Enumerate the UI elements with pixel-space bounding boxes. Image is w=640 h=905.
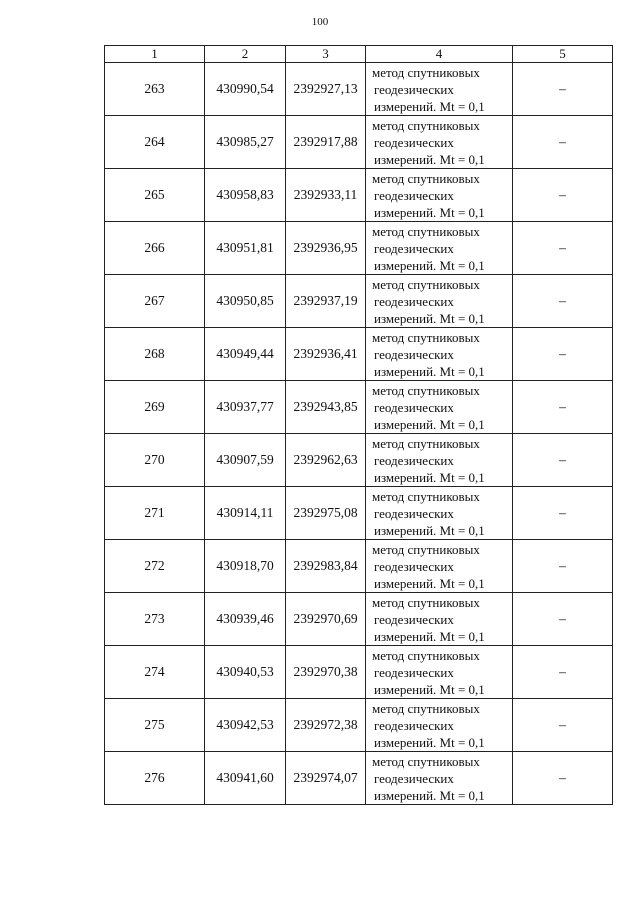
table-row bbox=[105, 63, 613, 116]
method-line-2: геодезических bbox=[374, 558, 454, 574]
method-cell bbox=[366, 540, 513, 593]
x-coordinate-cell: 430951,81 bbox=[205, 222, 286, 275]
method-line-3: измерений. Mt = 0,1 bbox=[374, 522, 485, 538]
y-coordinate-cell: 2392936,41 bbox=[286, 328, 366, 381]
y-coordinate-cell: 2392974,07 bbox=[286, 752, 366, 805]
table-row bbox=[105, 275, 613, 328]
header-col-5: 5 bbox=[513, 46, 613, 63]
page-number: 100 bbox=[311, 16, 329, 28]
x-coordinate-cell: 430942,53 bbox=[205, 699, 286, 752]
method-line-3: измерений. Mt = 0,1 bbox=[374, 204, 485, 220]
table-row bbox=[105, 222, 613, 275]
y-coordinate-cell: 2392983,84 bbox=[286, 540, 366, 593]
method-line-3: измерений. Mt = 0,1 bbox=[374, 787, 485, 803]
header-col-4: 4 bbox=[366, 46, 513, 63]
x-coordinate-cell: 430939,46 bbox=[205, 593, 286, 646]
table-header bbox=[105, 46, 613, 63]
table-row bbox=[105, 381, 613, 434]
method-line-3: измерений. Mt = 0,1 bbox=[374, 681, 485, 697]
header-col-2: 2 bbox=[205, 46, 286, 63]
method-cell bbox=[366, 328, 513, 381]
x-coordinate-cell: 430949,44 bbox=[205, 328, 286, 381]
x-coordinate-cell: 430990,54 bbox=[205, 63, 286, 116]
method-line-3: измерений. Mt = 0,1 bbox=[374, 575, 485, 591]
column-5-cell: – bbox=[513, 646, 613, 699]
x-coordinate-cell: 430918,70 bbox=[205, 540, 286, 593]
column-5-cell: – bbox=[513, 63, 613, 116]
method-line-2: геодезических bbox=[374, 399, 454, 415]
table-row bbox=[105, 487, 613, 540]
method-line-3: измерений. Mt = 0,1 bbox=[374, 151, 485, 167]
method-line-2: геодезических bbox=[374, 134, 454, 150]
table-row bbox=[105, 699, 613, 752]
method-cell bbox=[366, 752, 513, 805]
method-line-1: метод спутниковых bbox=[372, 435, 480, 451]
method-line-1: метод спутниковых bbox=[372, 329, 480, 345]
x-coordinate-cell: 430914,11 bbox=[205, 487, 286, 540]
column-5-cell: – bbox=[513, 169, 613, 222]
column-5-cell: – bbox=[513, 487, 613, 540]
header-row bbox=[105, 46, 613, 63]
column-5-cell: – bbox=[513, 116, 613, 169]
y-coordinate-cell: 2392943,85 bbox=[286, 381, 366, 434]
y-coordinate-cell: 2392970,38 bbox=[286, 646, 366, 699]
method-line-1: метод спутниковых bbox=[372, 647, 480, 663]
column-5-cell: – bbox=[513, 328, 613, 381]
point-number-cell: 273 bbox=[105, 593, 205, 646]
method-cell bbox=[366, 222, 513, 275]
method-line-2: геодезических bbox=[374, 346, 454, 362]
header-col-1: 1 bbox=[105, 46, 205, 63]
table-row bbox=[105, 116, 613, 169]
x-coordinate-cell: 430985,27 bbox=[205, 116, 286, 169]
point-number-cell: 266 bbox=[105, 222, 205, 275]
method-line-3: измерений. Mt = 0,1 bbox=[374, 469, 485, 485]
point-number-cell: 274 bbox=[105, 646, 205, 699]
method-cell bbox=[366, 646, 513, 699]
method-line-1: метод спутниковых bbox=[372, 700, 480, 716]
table-body bbox=[105, 63, 613, 805]
method-line-2: геодезических bbox=[374, 611, 454, 627]
method-line-2: геодезических bbox=[374, 452, 454, 468]
method-cell bbox=[366, 381, 513, 434]
table-row bbox=[105, 593, 613, 646]
point-number-cell: 270 bbox=[105, 434, 205, 487]
column-5-cell: – bbox=[513, 434, 613, 487]
method-line-2: геодезических bbox=[374, 187, 454, 203]
y-coordinate-cell: 2392975,08 bbox=[286, 487, 366, 540]
point-number-cell: 268 bbox=[105, 328, 205, 381]
point-number-cell: 275 bbox=[105, 699, 205, 752]
table-row bbox=[105, 646, 613, 699]
point-number-cell: 269 bbox=[105, 381, 205, 434]
method-line-2: геодезических bbox=[374, 770, 454, 786]
method-cell bbox=[366, 487, 513, 540]
method-line-2: геодезических bbox=[374, 81, 454, 97]
method-line-1: метод спутниковых bbox=[372, 223, 480, 239]
point-number-cell: 267 bbox=[105, 275, 205, 328]
point-number-cell: 271 bbox=[105, 487, 205, 540]
method-line-2: геодезических bbox=[374, 505, 454, 521]
method-line-1: метод спутниковых bbox=[372, 382, 480, 398]
table-row bbox=[105, 169, 613, 222]
column-5-cell: – bbox=[513, 275, 613, 328]
y-coordinate-cell: 2392972,38 bbox=[286, 699, 366, 752]
y-coordinate-cell: 2392970,69 bbox=[286, 593, 366, 646]
method-line-2: геодезических bbox=[374, 240, 454, 256]
y-coordinate-cell: 2392917,88 bbox=[286, 116, 366, 169]
y-coordinate-cell: 2392933,11 bbox=[286, 169, 366, 222]
method-cell bbox=[366, 699, 513, 752]
x-coordinate-cell: 430937,77 bbox=[205, 381, 286, 434]
method-line-2: геодезических bbox=[374, 664, 454, 680]
table-row bbox=[105, 752, 613, 805]
method-line-1: метод спутниковых bbox=[372, 276, 480, 292]
method-line-3: измерений. Mt = 0,1 bbox=[374, 416, 485, 432]
point-number-cell: 265 bbox=[105, 169, 205, 222]
y-coordinate-cell: 2392927,13 bbox=[286, 63, 366, 116]
x-coordinate-cell: 430941,60 bbox=[205, 752, 286, 805]
method-line-3: измерений. Mt = 0,1 bbox=[374, 734, 485, 750]
x-coordinate-cell: 430958,83 bbox=[205, 169, 286, 222]
y-coordinate-cell: 2392937,19 bbox=[286, 275, 366, 328]
column-5-cell: – bbox=[513, 699, 613, 752]
table-row bbox=[105, 434, 613, 487]
method-line-1: метод спутниковых bbox=[372, 117, 480, 133]
x-coordinate-cell: 430950,85 bbox=[205, 275, 286, 328]
method-line-1: метод спутниковых bbox=[372, 594, 480, 610]
method-cell bbox=[366, 434, 513, 487]
table-row bbox=[105, 328, 613, 381]
header-col-3: 3 bbox=[286, 46, 366, 63]
point-number-cell: 272 bbox=[105, 540, 205, 593]
method-line-3: измерений. Mt = 0,1 bbox=[374, 363, 485, 379]
method-line-1: метод спутниковых bbox=[372, 64, 480, 80]
method-cell bbox=[366, 116, 513, 169]
point-number-cell: 263 bbox=[105, 63, 205, 116]
method-line-1: метод спутниковых bbox=[372, 753, 480, 769]
x-coordinate-cell: 430940,53 bbox=[205, 646, 286, 699]
column-5-cell: – bbox=[513, 540, 613, 593]
column-5-cell: – bbox=[513, 752, 613, 805]
method-line-3: измерений. Mt = 0,1 bbox=[374, 310, 485, 326]
point-number-cell: 276 bbox=[105, 752, 205, 805]
method-cell bbox=[366, 169, 513, 222]
method-line-1: метод спутниковых bbox=[372, 488, 480, 504]
method-line-3: измерений. Mt = 0,1 bbox=[374, 628, 485, 644]
method-line-1: метод спутниковых bbox=[372, 170, 480, 186]
method-cell bbox=[366, 63, 513, 116]
method-line-3: измерений. Mt = 0,1 bbox=[374, 257, 485, 273]
coordinates-table bbox=[104, 45, 613, 805]
method-cell bbox=[366, 275, 513, 328]
method-cell bbox=[366, 593, 513, 646]
method-line-2: геодезических bbox=[374, 293, 454, 309]
y-coordinate-cell: 2392936,95 bbox=[286, 222, 366, 275]
column-5-cell: – bbox=[513, 381, 613, 434]
x-coordinate-cell: 430907,59 bbox=[205, 434, 286, 487]
column-5-cell: – bbox=[513, 593, 613, 646]
method-line-3: измерений. Mt = 0,1 bbox=[374, 98, 485, 114]
column-5-cell: – bbox=[513, 222, 613, 275]
method-line-1: метод спутниковых bbox=[372, 541, 480, 557]
point-number-cell: 264 bbox=[105, 116, 205, 169]
method-line-2: геодезических bbox=[374, 717, 454, 733]
table-row bbox=[105, 540, 613, 593]
y-coordinate-cell: 2392962,63 bbox=[286, 434, 366, 487]
